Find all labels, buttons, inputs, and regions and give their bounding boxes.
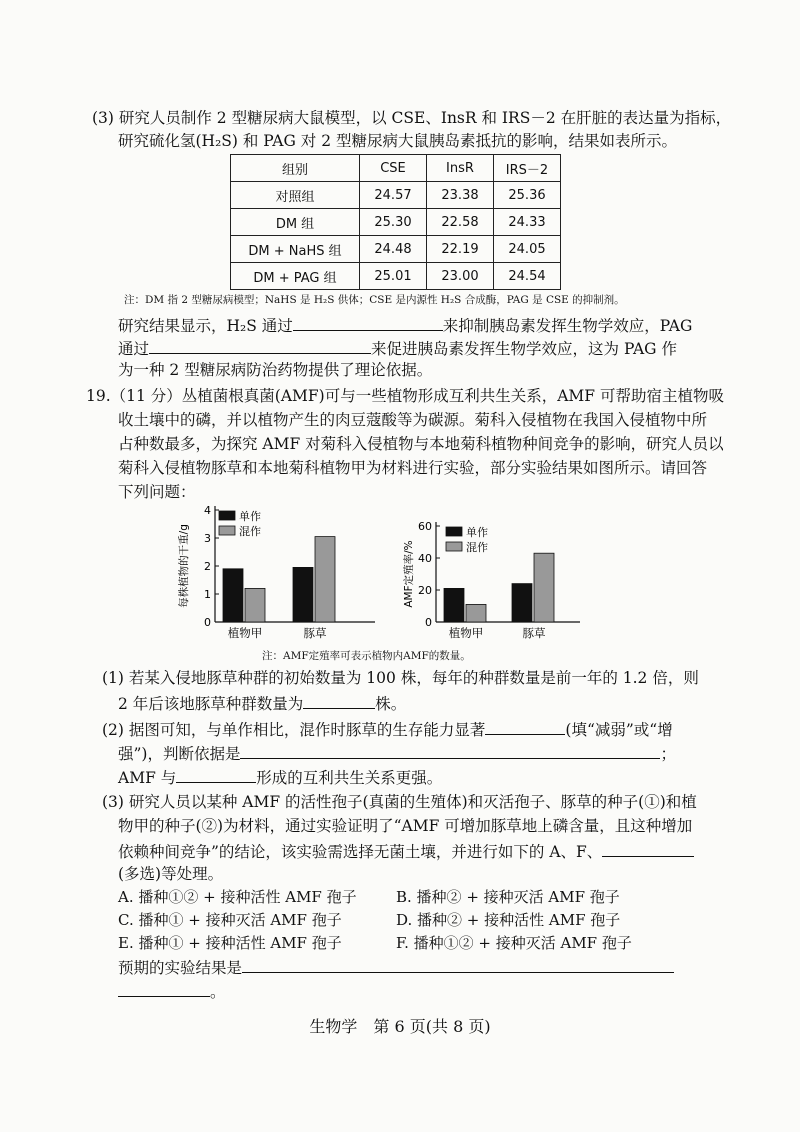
sub2-text: (填“减弱”或“增 [565,721,673,739]
sub3-line2: 物甲的种子(②)为材料，通过实验证明了“AMF 可增加豚草地上磷含量，且这种增加 [118,817,693,835]
legend-label: 混作 [239,525,261,538]
expression-table [230,154,561,290]
sub2-text: 形成的互利共生关系更强。 [256,769,443,787]
table-cell: 22.19 [427,236,494,263]
sub3-text: 依赖种间竞争”的结论，该实验需选择无菌土壤，并进行如下的 A、F、 [118,843,603,861]
table-header-cell: CSE [360,155,427,182]
bar [512,584,532,622]
table-cell: 24.33 [494,209,561,236]
result-text: 来抑制胰岛素发挥生物学效应，PAG [442,317,693,335]
y-tick-label: 0 [425,616,432,629]
x-tick-label: 植物甲 [227,626,263,640]
q3-intro-line1: (3) 研究人员制作 2 型糖尿病大鼠模型，以 CSE、InsR 和 IRS－2 在肝脏的表达量为指标， [92,109,732,127]
answer-blank[interactable] [118,980,210,997]
table-cell: 25.01 [360,263,427,290]
q19-line5: 下列问题： [118,483,196,501]
expect-line2 [118,980,226,1002]
result-text: 来促进胰岛素发挥生物学效应，这为 PAG 作 [371,340,677,358]
legend-swatch [446,527,462,536]
y-tick-label: 3 [204,532,211,545]
result-text: 研究结果显示，H₂S 通过 [118,317,293,335]
y-tick-label: 4 [204,504,211,517]
y-axis-label: 每株植物的干重/g [178,524,190,608]
y-tick-label: 20 [418,584,432,597]
table-row [231,182,561,209]
table-header-cell: 组别 [231,155,360,182]
q19-line2: 收土壤中的磷，并以植物产生的肉豆蔻酸等为碳源。菊科入侵植物在我国入侵植物中所 [118,411,708,429]
result-text: 通过 [118,340,150,358]
q19-line1: 19.（11 分）丛植菌根真菌(AMF)可与一些植物形成互利共生关系，AMF 可帮助宿主植物吸 [86,387,724,405]
y-tick-label: 1 [204,588,211,601]
bar [466,604,486,622]
table-cell: DM + NaHS 组 [231,236,360,263]
amf-colonization-chart [400,512,585,642]
sub1-line1: (1) 若某入侵地豚草种群的初始数量为 100 株，每年的种群数量是前一年的 1.2 倍，则 [102,669,699,687]
y-tick-label: 0 [204,616,211,629]
y-tick-label: 40 [418,552,432,565]
q19-line4: 菊科入侵植物豚草和本地菊科植物甲为材料进行实验，部分实验结果如图所示。请回答 [118,459,708,477]
table-cell: 22.58 [427,209,494,236]
sub1-line2 [118,692,406,714]
chart-note: 注：AMF定殖率可表示植物内AMF的数量。 [262,650,471,662]
answer-blank[interactable] [149,337,371,354]
result-line1 [118,314,692,336]
y-tick-label: 60 [418,520,432,533]
table-header-cell: IRS－2 [494,155,561,182]
table-cell: 24.57 [360,182,427,209]
table-header-row [231,155,561,182]
table-cell: 25.30 [360,209,427,236]
bar [444,588,464,622]
answer-blank[interactable] [303,692,375,709]
answer-blank[interactable] [176,766,256,783]
expect-label: 预期的实验结果是 [118,959,243,977]
bar [245,588,265,622]
y-tick-label: 2 [204,560,211,573]
option-c: C. 播种① + 接种灭活 AMF 孢子 [118,911,342,929]
q19-line3: 占种数最多，为探究 AMF 对菊科入侵植物与本地菊科植物种间竞争的影响，研究人员以 [118,435,724,453]
option-b: B. 播种② + 接种灭活 AMF 孢子 [396,888,620,906]
table-cell: 25.36 [494,182,561,209]
answer-blank[interactable] [602,840,694,857]
expect-end: 。 [210,983,226,1001]
option-a: A. 播种①② + 接种活性 AMF 孢子 [118,888,357,906]
table-header-cell: InsR [427,155,494,182]
expect-line [118,956,674,978]
table-cell: 23.38 [427,182,494,209]
y-axis-label: AMF定殖率/% [403,540,415,608]
table-cell: 24.48 [360,236,427,263]
option-d: D. 播种② + 接种活性 AMF 孢子 [396,911,621,929]
sub2-text: AMF 与 [118,769,177,787]
option-f: F. 播种①② + 接种灭活 AMF 孢子 [396,934,632,952]
legend-swatch [219,526,235,535]
q3-intro-line2: 研究硫化氢(H₂S) 和 PAG 对 2 型糖尿病大鼠胰岛素抵抗的影响，结果如表所示。 [118,132,678,150]
table-row [231,236,561,263]
answer-blank[interactable] [242,956,674,973]
x-tick-label: 豚草 [303,626,327,640]
sub2-line2 [118,742,676,764]
table-cell: DM 组 [231,209,360,236]
sub2-line3 [118,766,442,788]
table-cell: DM + PAG 组 [231,263,360,290]
sub3-line3 [118,840,694,862]
sub2-text: (2) 据图可知，与单作相比，混作时豚草的生存能力显著 [102,721,486,739]
table-cell: 24.05 [494,236,561,263]
bar [534,553,554,622]
dry-weight-chart [175,502,380,642]
bar [293,567,313,622]
legend-swatch [219,511,235,520]
legend-label: 单作 [239,510,261,523]
sub1-text: 2 年后该地豚草种群数量为 [118,695,304,713]
table-cell: 24.54 [494,263,561,290]
result-line3: 为一种 2 型糖尿病防治药物提供了理论依据。 [118,361,433,379]
table-cell: 对照组 [231,182,360,209]
table-cell: 23.00 [427,263,494,290]
answer-blank[interactable] [240,742,660,759]
table-row [231,263,561,290]
sub3-line1: (3) 研究人员以某种 AMF 的活性孢子(真菌的生殖体)和灭活孢子、豚草的种子(①)和植 [102,793,697,811]
result-line2 [118,337,677,359]
table-note: 注：DM 指 2 型糖尿病模型；NaHS 是 H₂S 供体；CSE 是内源性 H₂S 合成酶，PAG 是 CSE 的抑制剂。 [124,294,625,306]
sub2-line1 [102,718,673,740]
bar [315,537,335,622]
page-footer: 生物学 第 6 页(共 8 页) [309,1017,491,1036]
legend-label: 单作 [466,526,488,539]
sub2-text: ； [660,745,676,763]
sub3-line4: (多选)等处理。 [118,865,224,883]
x-tick-label: 豚草 [522,626,546,640]
bar [223,569,243,622]
legend-label: 混作 [466,541,488,554]
option-e: E. 播种① + 接种活性 AMF 孢子 [118,934,342,952]
sub2-text: 强”)，判断依据是 [118,745,241,763]
answer-blank[interactable] [293,314,443,331]
legend-swatch [446,542,462,551]
answer-blank[interactable] [485,718,565,735]
sub1-text: 株。 [375,695,407,713]
table-row [231,209,561,236]
x-tick-label: 植物甲 [448,626,484,640]
